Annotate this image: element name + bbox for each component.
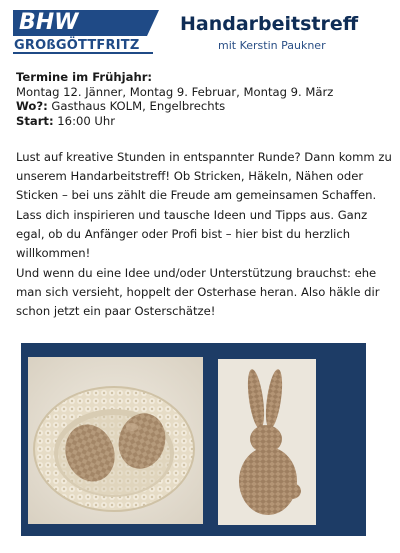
location-value: Gasthaus KOLM, Engelbrechts	[47, 99, 226, 113]
location-label: Wo?:	[16, 99, 48, 113]
location-line	[16, 99, 386, 114]
paragraph-line: schon jetzt ein paar Osterschätze!	[16, 304, 216, 319]
start-label: Start:	[16, 113, 54, 128]
crochet-bunny-photo	[218, 359, 316, 525]
logo-place: GROßGÖTTFRITZ	[14, 38, 140, 53]
start-line	[16, 114, 386, 129]
dates-value: Montag 12. Jänner, Montag 9. Februar, Montag 9. März	[16, 84, 334, 99]
paragraph-line: egal, ob du Anfänger oder Profi bist – hier bist du herzlich	[16, 226, 351, 241]
page-title: Handarbeitstreff	[180, 13, 359, 35]
start-value: 16:00 Uhr	[53, 113, 116, 128]
paragraph-line: unserem Handarbeitstreff! Ob Stricken, Häkeln, Nähen oder	[16, 169, 364, 184]
bhw-logo	[13, 10, 159, 56]
intro-paragraph	[16, 148, 392, 263]
paragraph-line: Sticken – bei uns zählt die Freude am gemeinsamen Schaffen.	[16, 188, 377, 203]
paragraph-line: willkommen!	[16, 246, 91, 261]
page-subtitle: mit Kerstin Paukner	[218, 39, 326, 52]
logo-brand: BHW	[19, 10, 79, 35]
crochet-basket-photo	[28, 357, 203, 524]
easter-paragraph	[16, 264, 386, 322]
paragraph-line: Und wenn du eine Idee und/oder Unterstützung brauchst: ehe	[16, 266, 377, 280]
photo-panel	[21, 343, 366, 536]
paragraph-line: Lass dich inspirieren und tausche Ideen und Tipps aus. Ganz	[16, 207, 368, 222]
dates-label: Termine im Frühjahr:	[16, 70, 153, 84]
crochet-bunny-image	[218, 359, 316, 525]
paragraph-line: Lust auf kreative Stunden in entspannter Runde? Dann komm zu	[16, 150, 392, 164]
paragraph-line: man sich versieht, hoppelt der Osterhase heran. Also häkle dir	[16, 285, 380, 300]
event-info	[16, 70, 386, 128]
header	[0, 0, 400, 66]
dates-label-line	[16, 70, 386, 85]
crochet-basket-with-eggs-image	[28, 357, 203, 524]
